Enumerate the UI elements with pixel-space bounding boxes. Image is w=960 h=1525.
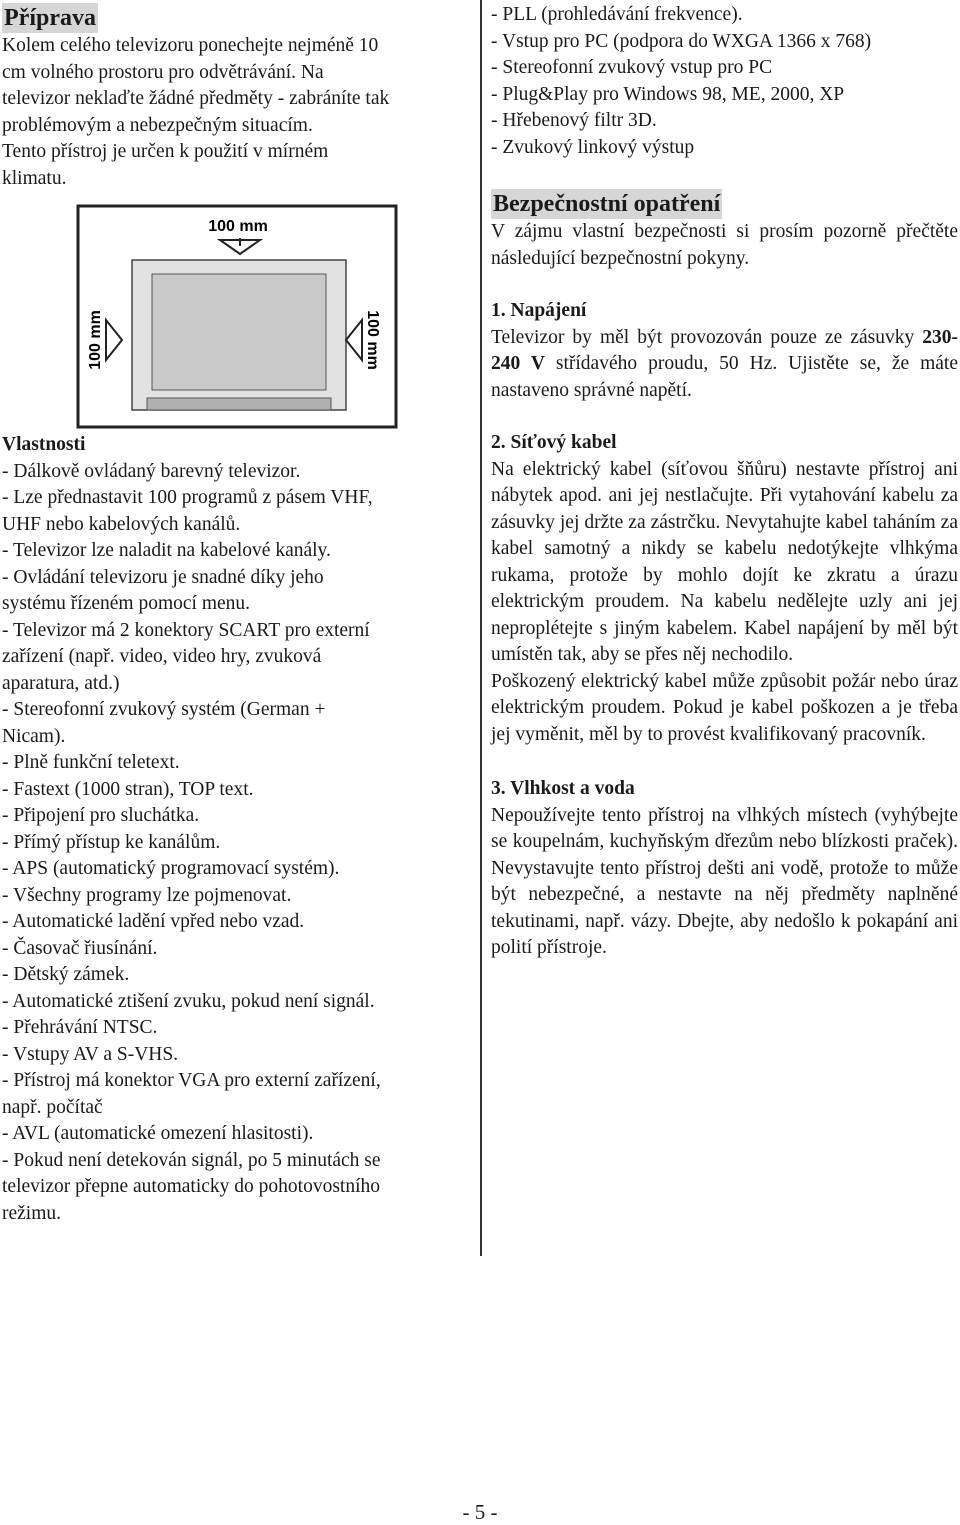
feature-line: - Stereofonní zvukový systém (German + [2, 699, 326, 720]
feature-line: systému řízeném pomocí menu. [2, 593, 251, 614]
text-line: cm volného prostoru pro odvětrávání. Na [2, 61, 324, 83]
text-line: televizor neklaďte žádné předměty - zabráníte tak [2, 88, 390, 109]
feature-line: - Televizor lze naladit na kabelové kanály. [2, 540, 331, 561]
tv-stand [147, 398, 331, 410]
right-column [491, 0, 958, 962]
feature-line: - Plug&Play pro Windows 98, ME, 2000, XP [491, 83, 845, 105]
feature-line: - Pokud není detekován signál, po 5 minutách se [2, 1149, 381, 1171]
page-number: - 5 - [462, 1500, 498, 1524]
napajeni-text-after: střídavého proudu, 50 Hz. Ujistěte se, že máte nastaveno správné napětí. [491, 353, 958, 401]
feature-line: - Časovač řiusínání. [2, 937, 158, 959]
feature-line: - Přístroj má konektor VGA pro externí zařízení, [2, 1070, 381, 1091]
feature-line: - Stereofonní zvukový vstup pro PC [491, 57, 773, 78]
feature-line: - APS (automatický programovací systém). [2, 858, 340, 879]
napajeni-heading: 1. Napájení [491, 300, 587, 321]
feature-line: - Ovládání televizoru je snadné díky jeho [2, 566, 324, 588]
tv-clearance-figure [2, 202, 472, 430]
feature-line: - Přehrávání NTSC. [2, 1017, 158, 1038]
feature-line: Nicam). [2, 725, 66, 747]
feature-line: - Hřebenový filtr 3D. [491, 110, 657, 131]
tv-clearance-diagram [2, 202, 472, 430]
feature-line: - AVL (automatické omezení hlasitosti). [2, 1123, 314, 1144]
text-line: Tento přístroj je určen k použití v mírném [2, 141, 329, 162]
top-clearance-label: 100 mm [208, 218, 268, 235]
text-line: klimatu. [2, 167, 67, 189]
feature-line: - Připojení pro sluchátka. [2, 805, 200, 826]
feature-line: - Všechny programy lze pojmenovat. [2, 884, 292, 906]
voltage-value: 230-240 V [491, 326, 958, 374]
feature-line: - Dětský zámek. [2, 964, 130, 985]
kabel-para-2: Poškozený elektrický kabel může způsobit požár nebo úraz elektrickým proudem. Pokud je kabel poškozen a je třeba jej vyměnit, měl by to provést kvalifikovaný pracovník. [491, 670, 958, 745]
kabel-section [491, 430, 958, 748]
left-clearance-label: 100 mm [87, 310, 104, 370]
feature-line: - Lze přednastavit 100 programů z pásem VHF, [2, 487, 373, 508]
features-continued [491, 2, 958, 161]
feature-line: - PLL (prohledávání frekvence). [491, 4, 743, 25]
bezpecnost-text: V zájmu vlastní bezpečnosti si prosím pozorně přečtěte následující bezpečnostní pokyny. [491, 221, 958, 269]
top-clearance-arrow [220, 238, 260, 254]
feature-line: režimu. [2, 1202, 62, 1224]
feature-line: - Televizor má 2 konektory SCART pro externí [2, 619, 370, 641]
feature-line: televizor přepne automaticky do pohotovostního [2, 1176, 380, 1197]
kabel-para-1: Na elektrický kabel (síťovou šňůru) nestavte přístroj ani nábytek apod. ani jej nestlačujte. Při vytahování kabelu za zásuvky jej držte za zástrčku. Nevytahujte kabel taháním za kabel samotný a nikdy se kabelu nedotýkejte vlhkýma rukama, protože by mohlo dojít ke zkratu a úrazu elektrickým proudem. Na kabelu nedělejte uzly ani jej neproplétejte s jiným kabelem. Kabel napájení by měl být umístěn tak, aby se přes něj nechodilo. [491, 458, 958, 665]
vlhkost-heading: 3. Vlhkost a voda [491, 778, 635, 799]
feature-line: - Vstupy AV a S-VHS. [2, 1043, 179, 1065]
section-heading-priprava: Příprava [4, 5, 96, 31]
column-divider [480, 0, 482, 1256]
section-heading-bezpecnost: Bezpečnostní opatření [493, 191, 721, 217]
tv-screen [152, 274, 326, 390]
feature-line: UHF nebo kabelových kanálů. [2, 513, 241, 535]
text-line: problémovým a nebezpečným situacím. [2, 114, 313, 136]
text-line: Kolem celého televizoru ponechejte nejméně 10 [2, 35, 379, 56]
right-clearance-arrow [346, 320, 362, 360]
left-clearance-arrow [106, 320, 122, 360]
feature-line: zařízení (např. video, video hry, zvuková [2, 646, 322, 667]
feature-line: - Fastext (1000 stran), TOP text. [2, 778, 254, 800]
napajeni-text-before: Televizor by měl být provozován pouze ze zásuvky [491, 326, 923, 348]
feature-line: aparatura, atd.) [2, 672, 120, 694]
feature-line: - Automatické ladění vpřed nebo vzad. [2, 911, 305, 932]
feature-line: - Plně funkční teletext. [2, 752, 180, 773]
feature-line: - Zvukový linkový výstup [491, 136, 695, 158]
feature-line: - Automatické ztišení zvuku, pokud není signál. [2, 990, 375, 1012]
feature-line: - Přímý přístup ke kanálům. [2, 831, 221, 853]
left-column [2, 0, 470, 1227]
right-clearance-label: 100 mm [364, 310, 381, 370]
vlhkost-section [491, 776, 958, 962]
vlhkost-text: Nepoužívejte tento přístroj na vlhkých místech (vyhýbejte se koupelnám, kuchyňským dřezům nebo blízkosti praček). Nevystavujte tento přístroj dešti ani vodě, protože to může být nebezpečné, a nestavte na něj předměty naplněné tekutinami, např. vázy. Dbejte, aby nedošlo k pokapání ani polití přístroje. [491, 804, 958, 958]
napajeni-text [491, 325, 958, 405]
vlastnosti-section [2, 432, 470, 1227]
priprava-text [2, 33, 470, 192]
napajeni-section [491, 298, 958, 404]
feature-line: např. počítač [2, 1096, 103, 1118]
section-heading-vlastnosti: Vlastnosti [2, 434, 86, 455]
feature-line: - Dálkově ovládaný barevný televizor. [2, 460, 301, 482]
feature-line: - Vstup pro PC (podpora do WXGA 1366 x 768) [491, 30, 872, 52]
kabel-heading: 2. Síťový kabel [491, 432, 617, 453]
